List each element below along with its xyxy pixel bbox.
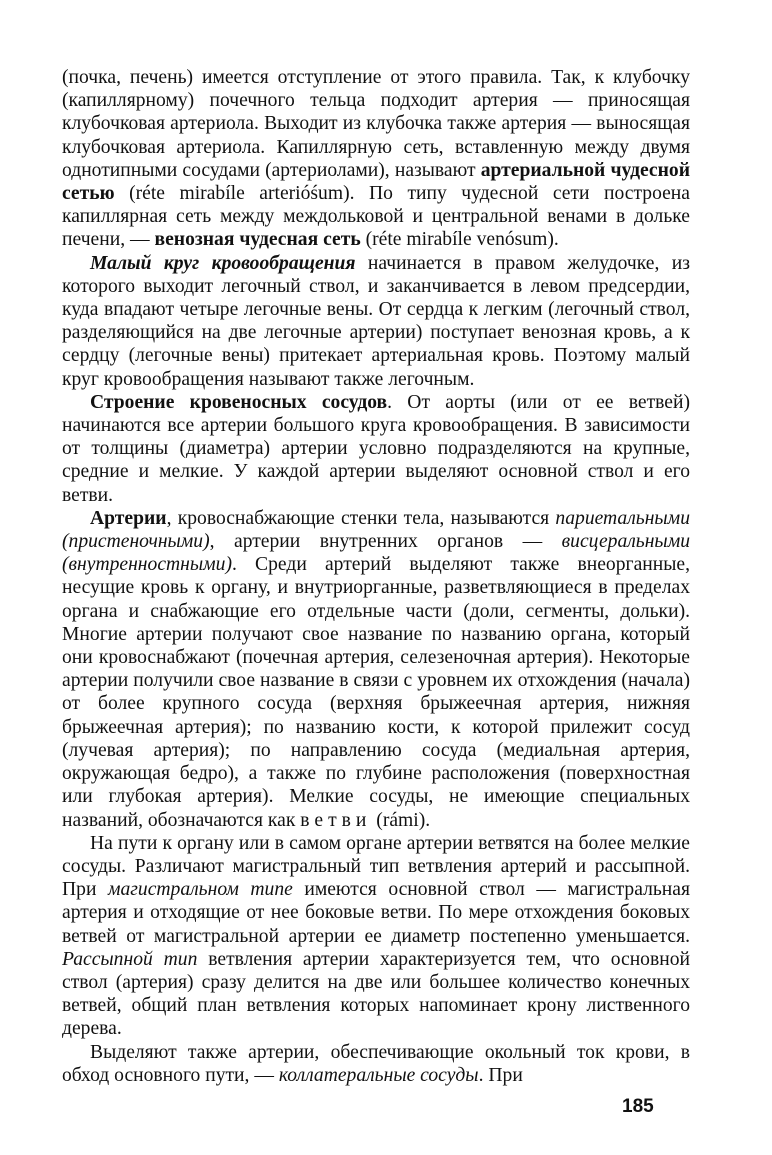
heading-vessel-structure: Строение кровеносных сосудов <box>90 391 388 413</box>
text-run: , артерии внутренних органов — <box>209 531 562 553</box>
paragraph-arteries <box>62 507 690 832</box>
text-run: Выделяют также артерии, обеспечивающие окольный ток крови, в обход основного пути, — <box>62 1041 690 1086</box>
text-run: , кровоснабжающие стенки тела, называются <box>166 507 556 529</box>
term-branches-spaced: ветви <box>300 809 372 831</box>
text-run: (rámi). <box>371 809 431 831</box>
text-run: начинается в правом желудочке, из которого выходит легочный ствол, и заканчивается в левом предсердии, куда впадают четыре легочные вены. От сердца к легким (легочный ствол, разделяющийся на две легочные артерии) поступает венозная кровь, а к сердцу (легочные вены) притекает артериальная кровь. Поэтому малый круг кровообращения называют также легочным. <box>62 252 691 390</box>
text-run: (réte mirabíle venósum). <box>360 229 559 251</box>
paragraph-renal-arteries <box>62 66 690 252</box>
paragraph-vessel-structure <box>62 391 690 507</box>
text-run: ветвления артерии характеризуется тем, что основной ствол (артерия) сразу делится на две или большее количество конечных ветвей, общий план ветвления которых напоминает крону лиственного дерева. <box>62 948 690 1040</box>
text-run: (réte mirabíle arterióśum). По типу чудесной сети построена капиллярная сеть между междольковой и центральной венами в дольке печени, — <box>62 183 690 251</box>
text-run: . Среди артерий выделяют также внеорганные, несущие кровь к органу, и внутриорганные, разветвляющиеся в пределах органа и снабжающие его отдельные части (доли, сегменты, дольки). Многие артерии получают свое название по названию органа, который они кровоснабжают (почечная артерия, селезеночная артерия). Некоторые артерии получили свое название в связи с уровнем их отхождения (начала) от более крупного сосуда (верхняя брыжеечная артерия, нижняя брыжеечная артерия); по названию кости, к которой прилежит сосуд (лучевая артерия); по направлению сосуда (медиальная артерия, окружающая бедро), а также по глубине расположения (поверхностная или глубокая артерия). Мелкие сосуды, не имеющие специальных названий, обозначаются как <box>62 554 690 831</box>
paragraph-branching-types <box>62 832 690 1041</box>
term-visceral: висцеральными (внутренностными) <box>62 531 690 576</box>
term-pulmonary-circulation: Малый круг кровообращения <box>90 252 356 274</box>
term-collateral-vessels: коллатеральные сосуды <box>278 1064 479 1086</box>
term-arteries: Артерии <box>90 507 167 529</box>
term-arterial-rete: артериальной чудесной сетью <box>62 159 691 205</box>
text-run: . От аорты (или от ее ветвей) начинаются все артерии большого круга кровообращения. В зависимости от толщины (диаметра) артерии условно подразделяются на крупные, средние и мелкие. У каждой артерии выделяют основной ствол и его ветви. <box>62 391 690 506</box>
term-scattered-type: Рассыпной тип <box>62 948 198 970</box>
page-number: 185 <box>622 1096 654 1117</box>
text-run: . При <box>478 1064 523 1086</box>
paragraph-pulmonary-circulation <box>62 252 690 391</box>
term-main-type: магистральном типе <box>107 879 293 901</box>
term-parietal: париетальными (пристеночными) <box>62 507 690 553</box>
text-run: (почка, печень) имеется отступление от этого правила. Так, к клубочку (капиллярному) почечного тельца подходит артерия — приносящая клубочковая артериола. Выходит из клубочка также артерия — выносящая клубочковая артериола. Капиллярную сеть, вставленную между двумя однотипными сосудами (артериолами), называют <box>62 67 690 181</box>
paragraph-collateral <box>62 1041 690 1087</box>
term-venous-rete: венозная чудесная сеть <box>154 229 361 251</box>
text-run: На пути к органу или в самом органе артерии ветвятся на более мелкие сосуды. Различают магистральный тип ветвления артерий и рассыпной. При <box>62 832 690 901</box>
text-run: имеются основной ствол — магистральная артерия и отходящие от нее боковые ветви. По мере отхождения боковых ветвей от магистральной артерии ее диаметр постепенно уменьшается. <box>62 879 690 947</box>
